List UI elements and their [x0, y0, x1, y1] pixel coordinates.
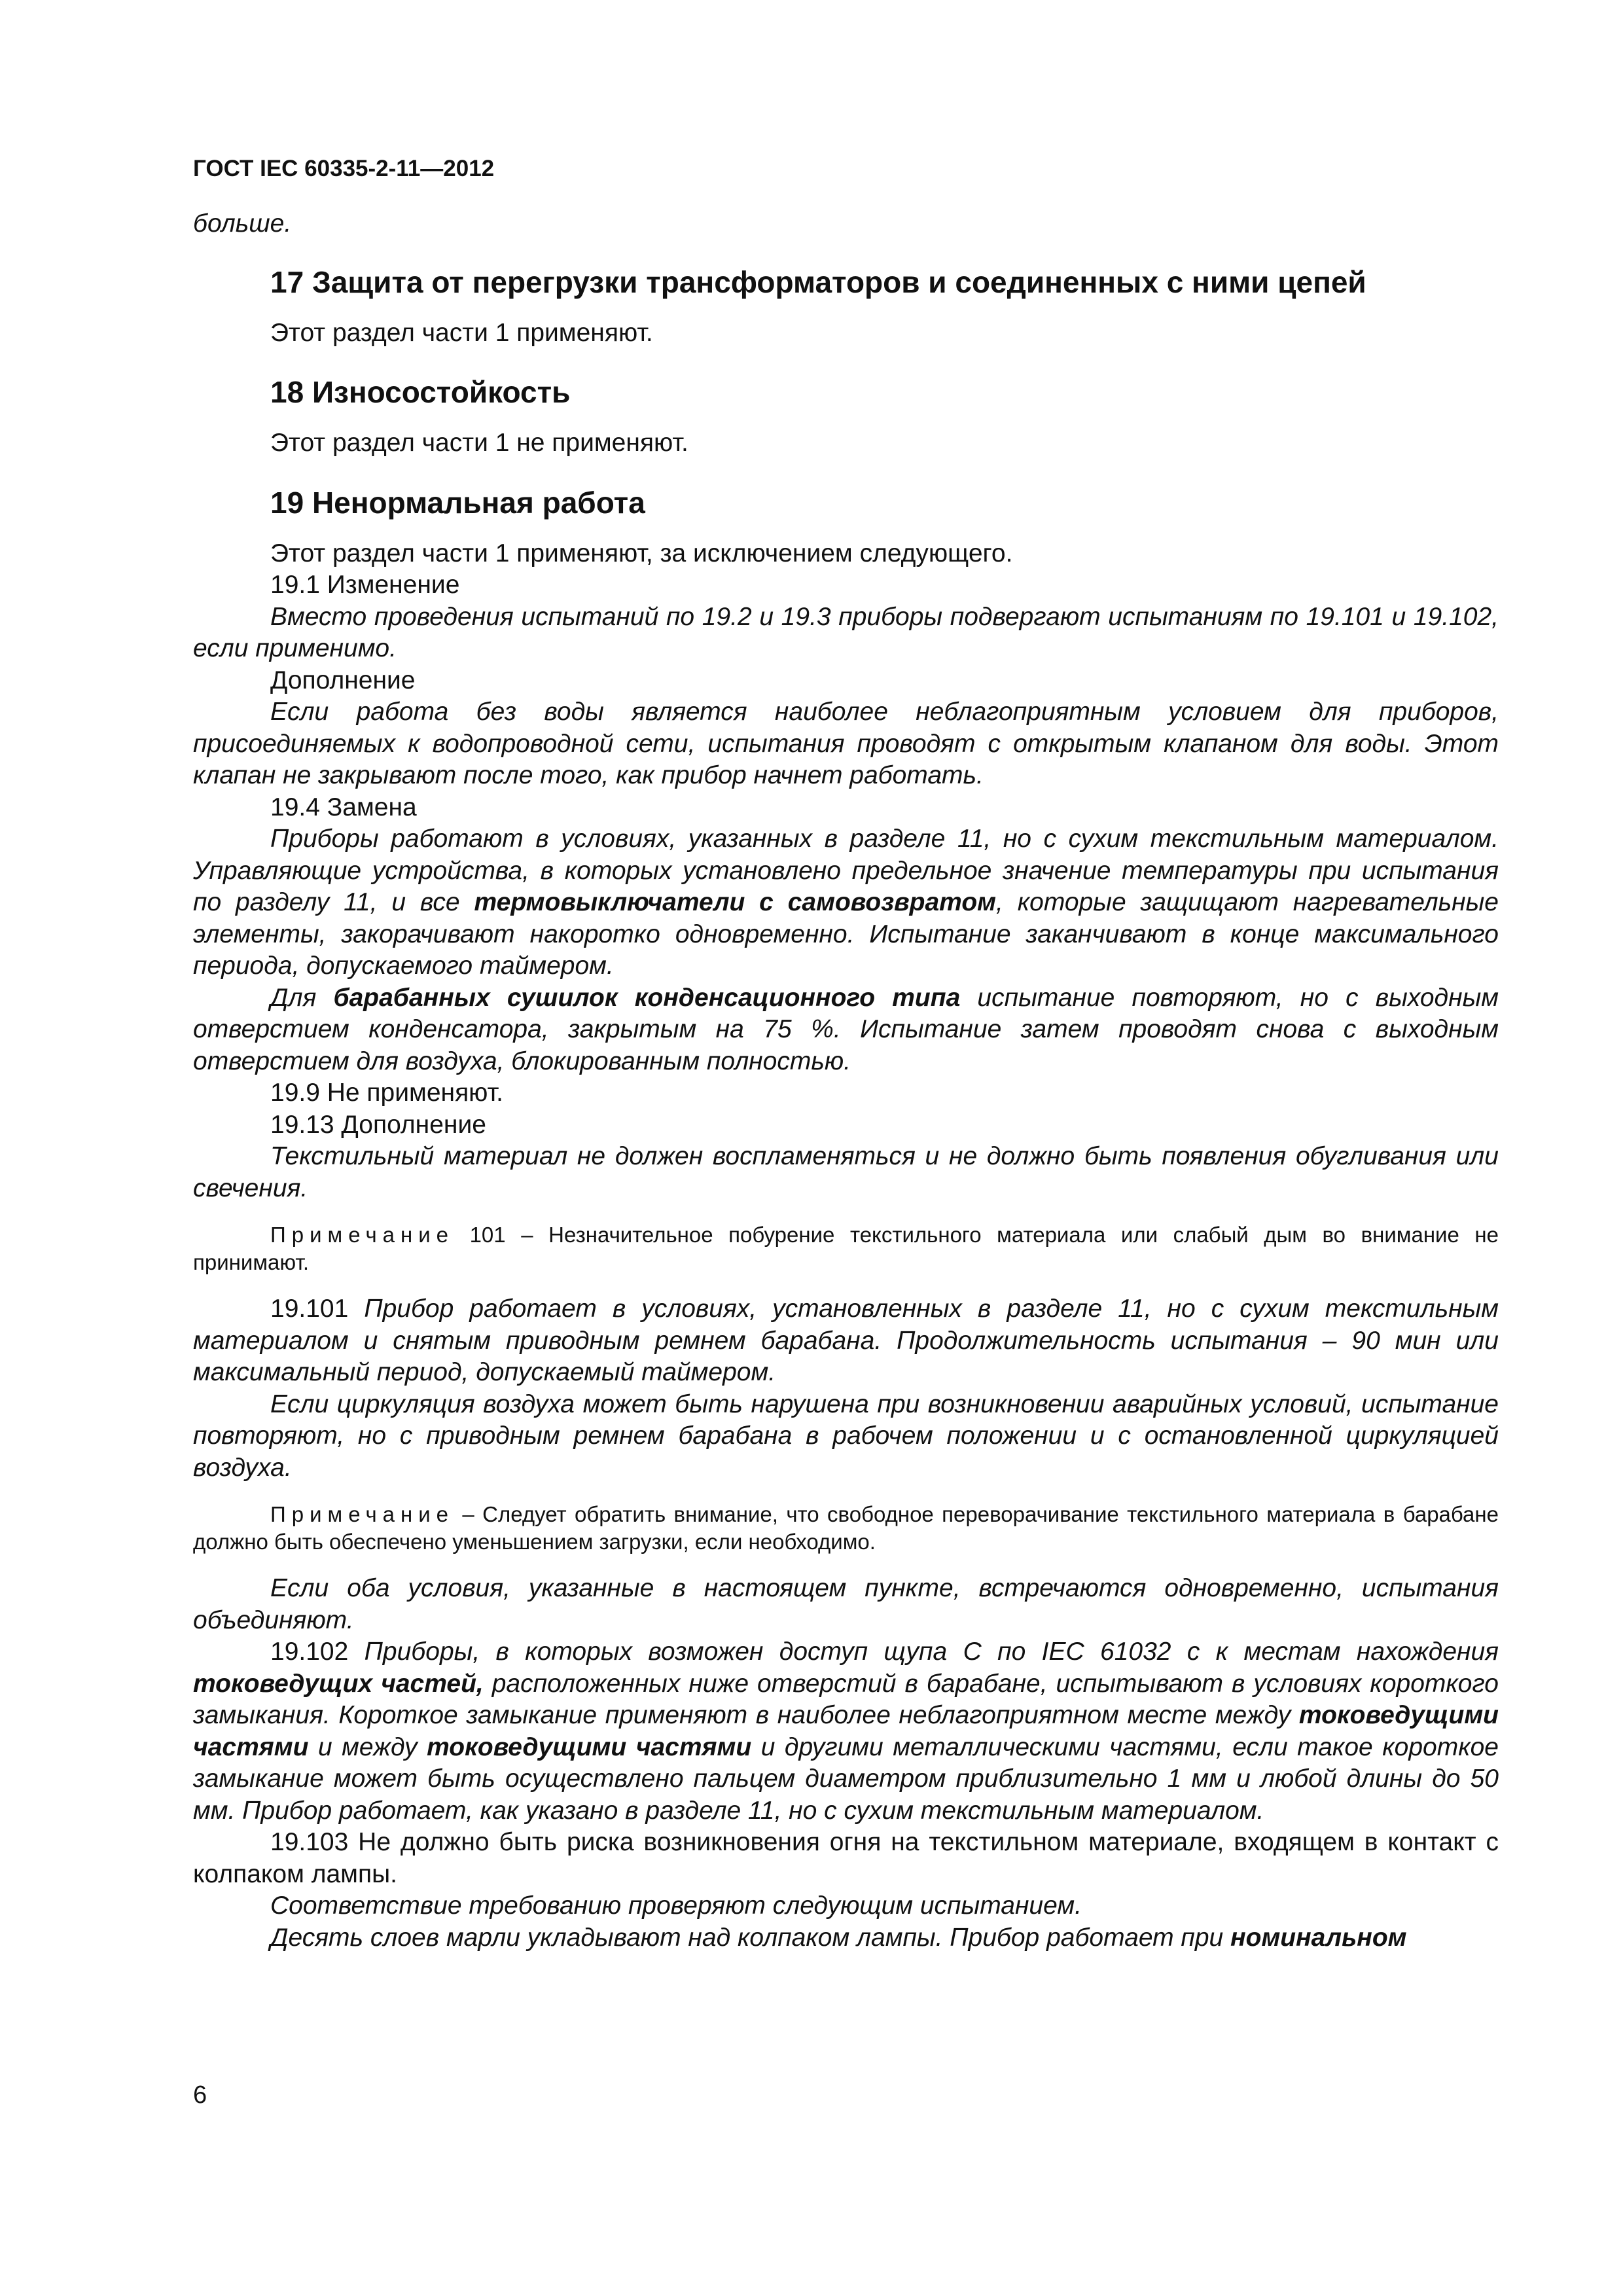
clause-19-1-text: Вместо проведения испытаний по 19.2 и 19.3 приборы подвергают испытаниям по 19.101 и 19.102, если применимо. [193, 602, 1499, 662]
clause-19-101-paragraph-2: Если циркуляция воздуха может быть нарушена при возникновении аварийных условий, испытание повторяют, но с приводным ремнем барабана в рабочем положении и с остановленной циркуляцией воздуха. [193, 1390, 1499, 1482]
defined-term: токоведущих частей, [193, 1669, 484, 1698]
clause-19-103: 19.103 Не должно быть риска возникновения огня на текстильном материале, входящем в контакт с колпаком лампы. [193, 1828, 1499, 1888]
clause-19-1-addition-heading: Дополнение [270, 666, 416, 694]
clause-19-1-addition-text: Если работа без воды является наиболее неблагоприятным условием для приборов, присоединяемых к водопроводной сети, испытания проводят с открытым клапаном для воды. Этот клапан не закрывают после того, как прибор начнет работать. [193, 698, 1499, 789]
clause-19-101: 19.101 Прибор работает в условиях, установленных в разделе 11, но с сухим текстильным материалом и снятым приводным ремнем барабана. Продолжительность испытания – 90 мин или максимальный период, допускаемый таймером. [193, 1295, 1499, 1386]
clause-19-13-text: Текстильный материал не должен воспламеняться и не должно быть появления обугливания или свечения. [193, 1142, 1499, 1202]
clause-19-103-paragraph-3: Десять слоев марли укладывают над колпаком лампы. Прибор работает при номинальном [270, 1923, 1407, 1952]
clause-19-13-heading: 19.13 Дополнение [270, 1110, 486, 1139]
section-18-text: Этот раздел части 1 не применяют. [270, 429, 688, 457]
section-17-text: Этот раздел части 1 применяют. [270, 318, 653, 347]
section-19-title: 19 Ненормальная работа [270, 485, 645, 520]
defined-term: номинальном [1230, 1923, 1407, 1952]
section-19-intro: Этот раздел части 1 применяют, за исключением следующего. [270, 539, 1013, 567]
section-17-title: 17 Защита от перегрузки трансформаторов и соединенных с ними цепей [270, 264, 1366, 299]
clause-19-4-paragraph-1: Приборы работают в условиях, указанных в разделе 11, но с сухим текстильным материалом. Управляющие устройства, в которых установлено предельное значение температуры при испытания по разделу 11, и все термовыключатели с самовозвратом, которые защищают нагревательные элементы, закорачивают накоротко одновременно. Испытание заканчивают в конце максимального периода, допускаемого таймером. [193, 825, 1499, 980]
page-number: 6 [193, 2081, 207, 2109]
defined-term: термовыключатели с самовозвратом [474, 888, 997, 916]
clause-19-4-heading: 19.4 Замена [270, 793, 417, 821]
defined-term: токоведущими частями [193, 1701, 1499, 1761]
note-2: Примечание – Следует обратить внимание, что свободное переворачивание текстильного материала в барабане должно быть обеспечено уменьшением загрузки, если необходимо. [193, 1502, 1499, 1554]
continuation-text: больше. [193, 209, 292, 238]
clause-19-9: 19.9 Не применяют. [270, 1079, 503, 1107]
clause-19-4-paragraph-2: Для барабанных сушилок конденсационного типа испытание повторяют, но с выходным отверстием конденсатора, закрытым на 75 %. Испытание затем проводят снова с выходным отверстием для воздуха, блокированным полностью. [193, 983, 1499, 1075]
clause-19-101-paragraph-3: Если оба условия, указанные в настоящем пункте, встречаются одновременно, испытания объединяют. [193, 1574, 1499, 1634]
clause-19-103-paragraph-2: Соответствие требованию проверяют следующим испытанием. [270, 1892, 1082, 1920]
document-header: ГОСТ IEC 60335-2-11—2012 [193, 156, 495, 181]
clause-19-102: 19.102 Приборы, в которых возможен доступ щупа С по IEC 61032 с к местам нахождения токоведущих частей, расположенных ниже отверстий в барабане, испытывают в условиях короткого замыкания. Короткое замыкание применяют в наиболее неблагоприятном месте между токоведущими частями и между токоведущими частями и другими металлическими частями, если такое короткое замыкание может быть осуществлено пальцем диаметром приблизительно 1 мм и любой длины до 50 мм. Прибор работает, как указано в разделе 11, но с сухим текстильным материалом. [193, 1638, 1499, 1825]
note-101: Примечание 101 – Незначительное побурение текстильного материала или слабый дым во внимание не принимают. [193, 1223, 1499, 1274]
document-body [193, 208, 1499, 1954]
defined-term: токоведущими частями [427, 1732, 752, 1761]
section-18-title: 18 Износостойкость [270, 375, 571, 409]
clause-19-1-heading: 19.1 Изменение [270, 571, 460, 599]
defined-term: барабанных сушилок конденсационного типа [333, 983, 961, 1012]
